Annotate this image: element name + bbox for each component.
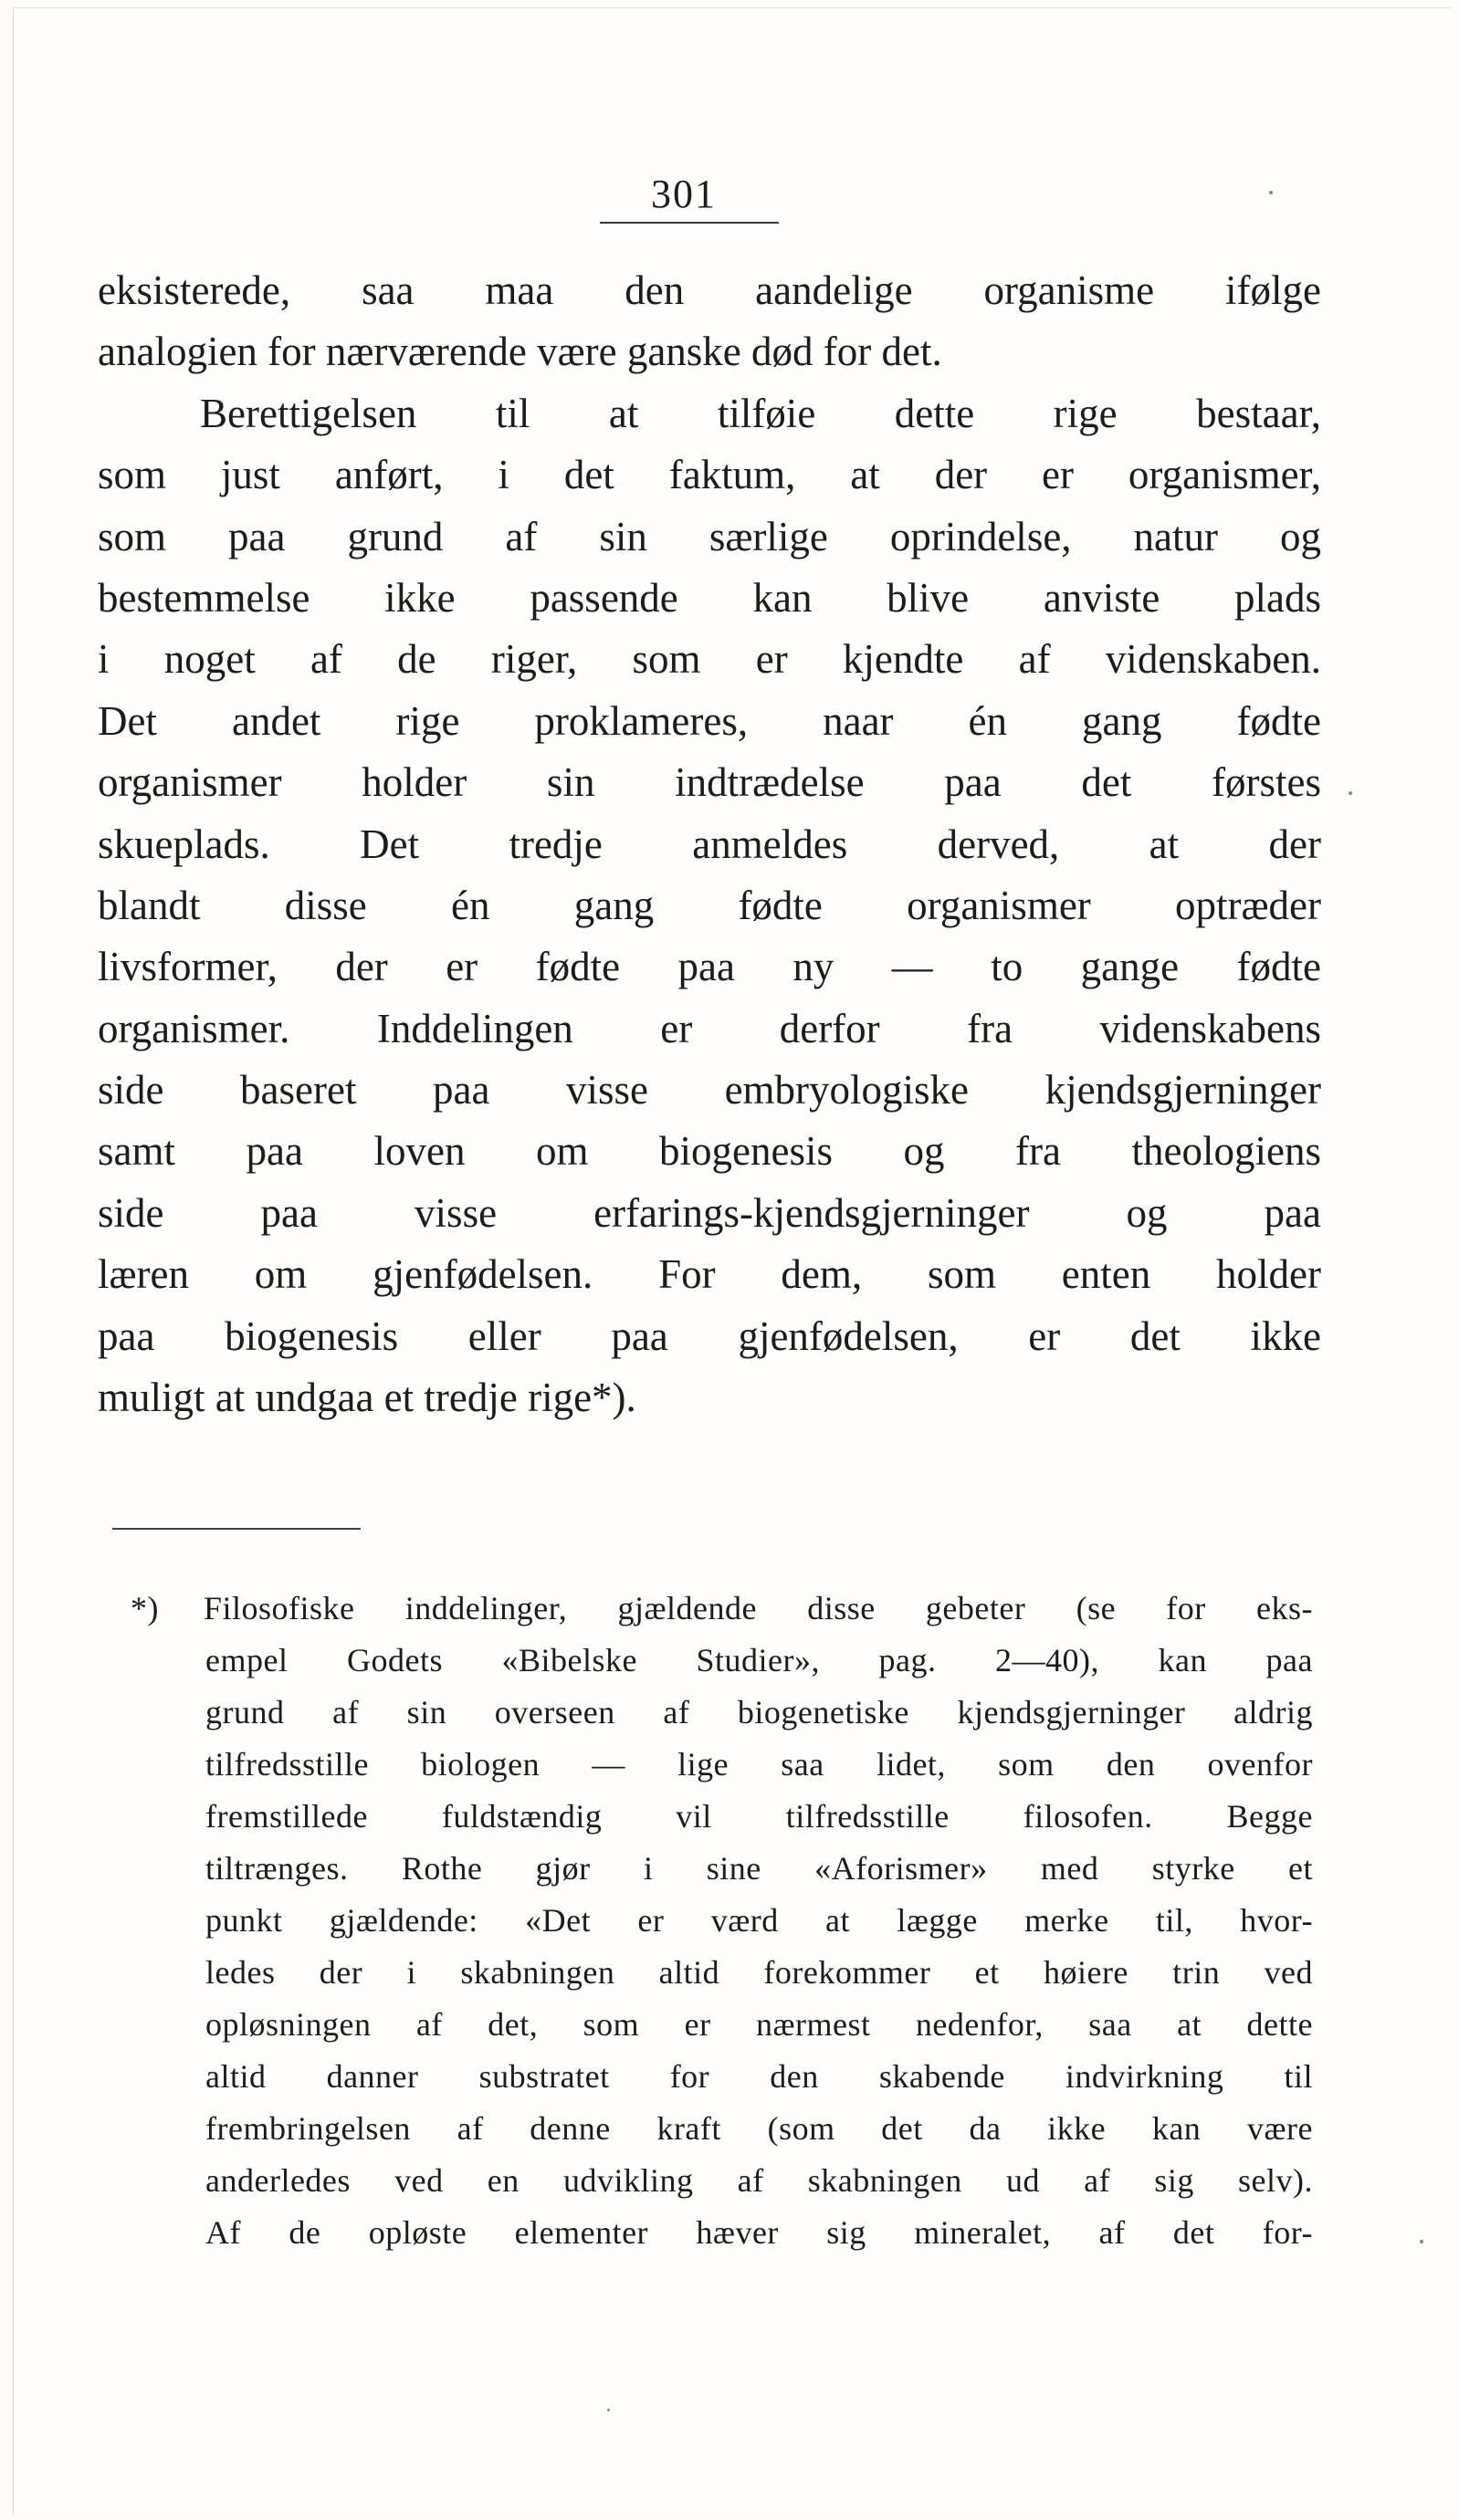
text-line: i noget af de riger, som er kjendte af videnskaben. xyxy=(98,636,1321,683)
footnote-line: tilfredsstille biologen — lige saa lidet, som den ovenfor xyxy=(205,1746,1313,1783)
book-page xyxy=(13,7,1451,2514)
footnote-line: fremstillede fuldstændig vil tilfredsstille filosofen. Begge xyxy=(205,1798,1313,1835)
paper-speck xyxy=(1269,191,1273,194)
text-line: organismer holder sin indtrædelse paa det førstes xyxy=(98,759,1321,806)
text-line: samt paa loven om biogenesis og fra theologiens xyxy=(98,1128,1321,1175)
text-line: livsformer, der er fødte paa ny — to gange fødte xyxy=(98,944,1321,990)
page-number-rule xyxy=(600,222,779,224)
footnote-line: anderledes ved en udvikling af skabningen ud af sig selv). xyxy=(205,2162,1313,2199)
footnote xyxy=(131,1583,1313,2259)
text-line: som just anført, i det faktum, at der er organismer, xyxy=(98,452,1321,498)
footnote-line: grund af sin overseen af biogenetiske kjendsgjerninger aldrig xyxy=(205,1694,1313,1731)
footnote-line: Af de opløste elementer hæver sig mineralet, af det for- xyxy=(205,2214,1313,2251)
footnote-line: tiltrænges. Rothe gjør i sine «Aforismer» med styrke et xyxy=(205,1850,1313,1887)
footnote-line-text: Filosofiske inddelinger, gjældende disse gebeter (se for eks- xyxy=(204,1590,1313,1626)
paper-speck xyxy=(1349,791,1352,795)
text-line: skueplads. Det tredje anmeldes derved, at der xyxy=(98,821,1321,867)
page-number: 301 xyxy=(651,172,717,216)
footnote-marker: *) xyxy=(131,1590,159,1626)
text-line: muligt at undgaa et tredje rige*). xyxy=(98,1375,636,1421)
text-line: organismer. Inddelingen er derfor fra videnskabens xyxy=(98,1005,1321,1051)
text-line: side baseret paa visse embryologiske kjendsgjerninger xyxy=(98,1067,1321,1114)
footnote-line: opløsningen af det, som er nærmest nedenfor, saa at dette xyxy=(205,2006,1313,2043)
text-line: bestemmelse ikke passende kan blive anviste plads xyxy=(98,574,1321,621)
footnote-line: altid danner substratet for den skabende indvirkning til xyxy=(205,2058,1313,2095)
text-line: side paa visse erfarings-kjendsgjerninger og paa xyxy=(98,1189,1321,1236)
text-line: som paa grund af sin særlige oprindelse, natur og xyxy=(98,513,1321,559)
text-line: læren om gjenfødelsen. For dem, som enten holder xyxy=(98,1251,1321,1298)
footnote-line: punkt gjældende: «Det er værd at lægge merke til, hvor- xyxy=(205,1902,1313,1939)
text-line: Det andet rige proklameres, naar én gang fødte xyxy=(98,697,1321,744)
paper-speck xyxy=(1420,2240,1423,2243)
footnote-separator xyxy=(112,1528,361,1530)
text-line: eksisterede, saa maa den aandelige organisme ifølge xyxy=(98,267,1321,313)
text-line: Berettigelsen til at tilføie dette rige bestaar, xyxy=(200,390,1321,436)
text-line: blandt disse én gang fødte organismer optræder xyxy=(98,882,1321,928)
text-line: analogien for nærværende være ganske død for det. xyxy=(98,329,942,375)
page-header xyxy=(600,165,782,229)
main-text xyxy=(98,260,1321,1428)
paper-speck xyxy=(607,2409,610,2411)
footnote-line: frembringelsen af denne kraft (som det da ikke kan være xyxy=(205,2110,1313,2147)
footnote-line xyxy=(131,1583,1313,1635)
footnote-line: ledes der i skabningen altid forekommer et høiere trin ved xyxy=(205,1954,1313,1991)
footnote-line: empel Godets «Bibelske Studier», pag. 2—40), kan paa xyxy=(205,1642,1313,1678)
text-line: paa biogenesis eller paa gjenfødelsen, er det ikke xyxy=(98,1312,1321,1359)
